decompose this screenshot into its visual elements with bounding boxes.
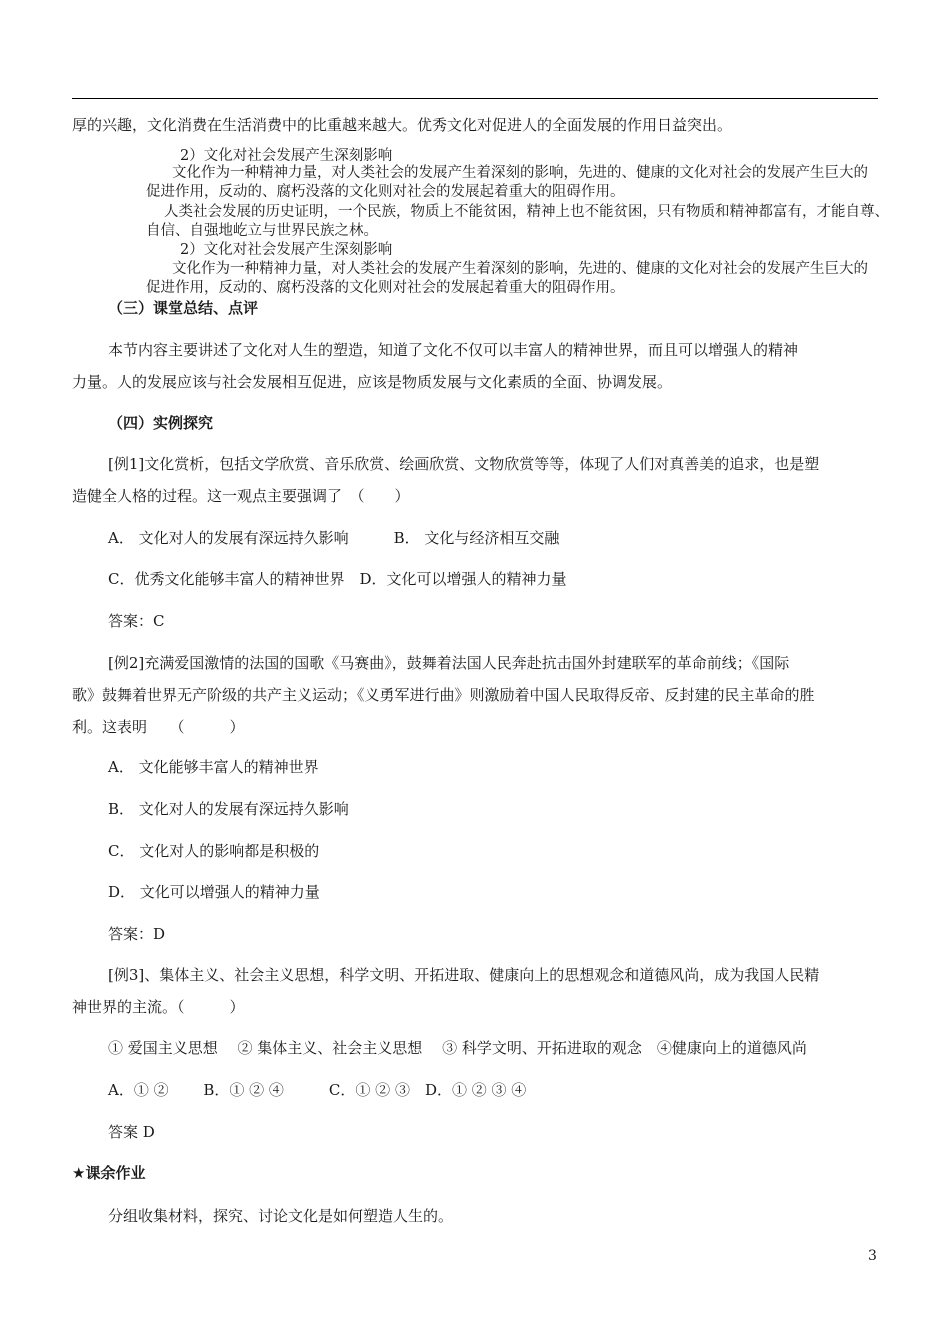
paragraph-line: 本节内容主要讲述了文化对人生的塑造，知道了文化不仅可以丰富人的精神世界，而且可以增强人的精神 <box>108 341 799 359</box>
paragraph-line: 促进作用，反动的、腐朽没落的文化则对社会的发展起着重大的阻碍作用。 <box>146 280 625 296</box>
example-question: 神世界的主流。（ ） <box>72 998 245 1016</box>
answer-option: A． 文化能够丰富人的精神世界 <box>108 758 319 776</box>
answer-option: A． 文化对人的发展有深远持久影响 B． 文化与经济相互交融 <box>108 529 560 547</box>
paragraph-line: 力量。人的发展应该与社会发展相互促进，应该是物质发展与文化素质的全面、协调发展。 <box>72 373 673 391</box>
homework-heading: ★课余作业 <box>72 1164 146 1182</box>
page-number: 3 <box>868 1248 877 1264</box>
example-question: [例3]、集体主义、社会主义思想，科学文明、开拓进取、健康向上的思想观念和道德风尚，成为我国人民精 <box>108 966 820 984</box>
subheading: 2）文化对社会发展产生深刻影响 <box>180 148 393 164</box>
answer-option: C．优秀文化能够丰富人的精神世界 D．文化可以增强人的精神力量 <box>108 570 567 588</box>
answer: 答案：C <box>108 612 165 630</box>
example-question: [例2]充满爱国激情的法国的国歌《马赛曲》，鼓舞着法国人民奔赴抗击国外封建联军的革命前线；《国际 <box>108 654 790 672</box>
paragraph-line: 厚的兴趣，文化消费在生活消费中的比重越来越大。优秀文化对促进人的全面发展的作用日益突出。 <box>72 116 733 134</box>
paragraph-line: 文化作为一种精神力量，对人类社会的发展产生着深刻的影响，先进的、健康的文化对社会的发展产生巨大的 <box>172 165 868 181</box>
example-question: 歌》鼓舞着世界无产阶级的共产主义运动；《义勇军进行曲》则激励着中国人民取得反帝、反封建的民主革命的胜 <box>72 686 815 704</box>
example-question: 造健全人格的过程。这一观点主要强调了 （ ） <box>72 487 410 505</box>
paragraph-line: 促进作用，反动的、腐朽没落的文化则对社会的发展起着重大的阻碍作用。 <box>146 184 625 200</box>
answer-option: A．① ② B．① ② ④ C．① ② ③ D．① ② ③ ④ <box>108 1081 527 1099</box>
section-heading: （四）实例探究 <box>108 414 214 432</box>
answer: 答案：D <box>108 925 166 943</box>
paragraph-line: 文化作为一种精神力量，对人类社会的发展产生着深刻的影响，先进的、健康的文化对社会的发展产生巨大的 <box>172 261 868 277</box>
answer-option: C． 文化对人的影响都是积极的 <box>108 842 320 860</box>
subheading: 2）文化对社会发展产生深刻影响 <box>180 242 393 258</box>
example-question: [例1]文化赏析，包括文学欣赏、音乐欣赏、绘画欣赏、文物欣赏等等，体现了人们对真善美的追求，也是塑 <box>108 455 820 473</box>
answer-option: B． 文化对人的发展有深远持久影响 <box>108 800 349 818</box>
paragraph-line: 分组收集材料，探究、讨论文化是如何塑造人生的。 <box>108 1207 454 1225</box>
paragraph-line: 人类社会发展的历史证明，一个民族，物质上不能贫困，精神上也不能贫困，只有物质和精神都富有，才能自尊、 <box>164 204 889 220</box>
header-rule <box>72 98 878 99</box>
answer-option: ① 爱国主义思想 ② 集体主义、社会主义思想 ③ 科学文明、开拓进取的观念 ④健康向上的道德风尚 <box>108 1039 807 1057</box>
example-question: 利。这表明 （ ） <box>72 718 245 736</box>
answer-option: D． 文化可以增强人的精神力量 <box>108 883 320 901</box>
section-heading: （三）课堂总结、点评 <box>108 299 259 317</box>
paragraph-line: 自信、自强地屹立与世界民族之林。 <box>146 223 378 239</box>
answer: 答案 D <box>108 1123 155 1141</box>
